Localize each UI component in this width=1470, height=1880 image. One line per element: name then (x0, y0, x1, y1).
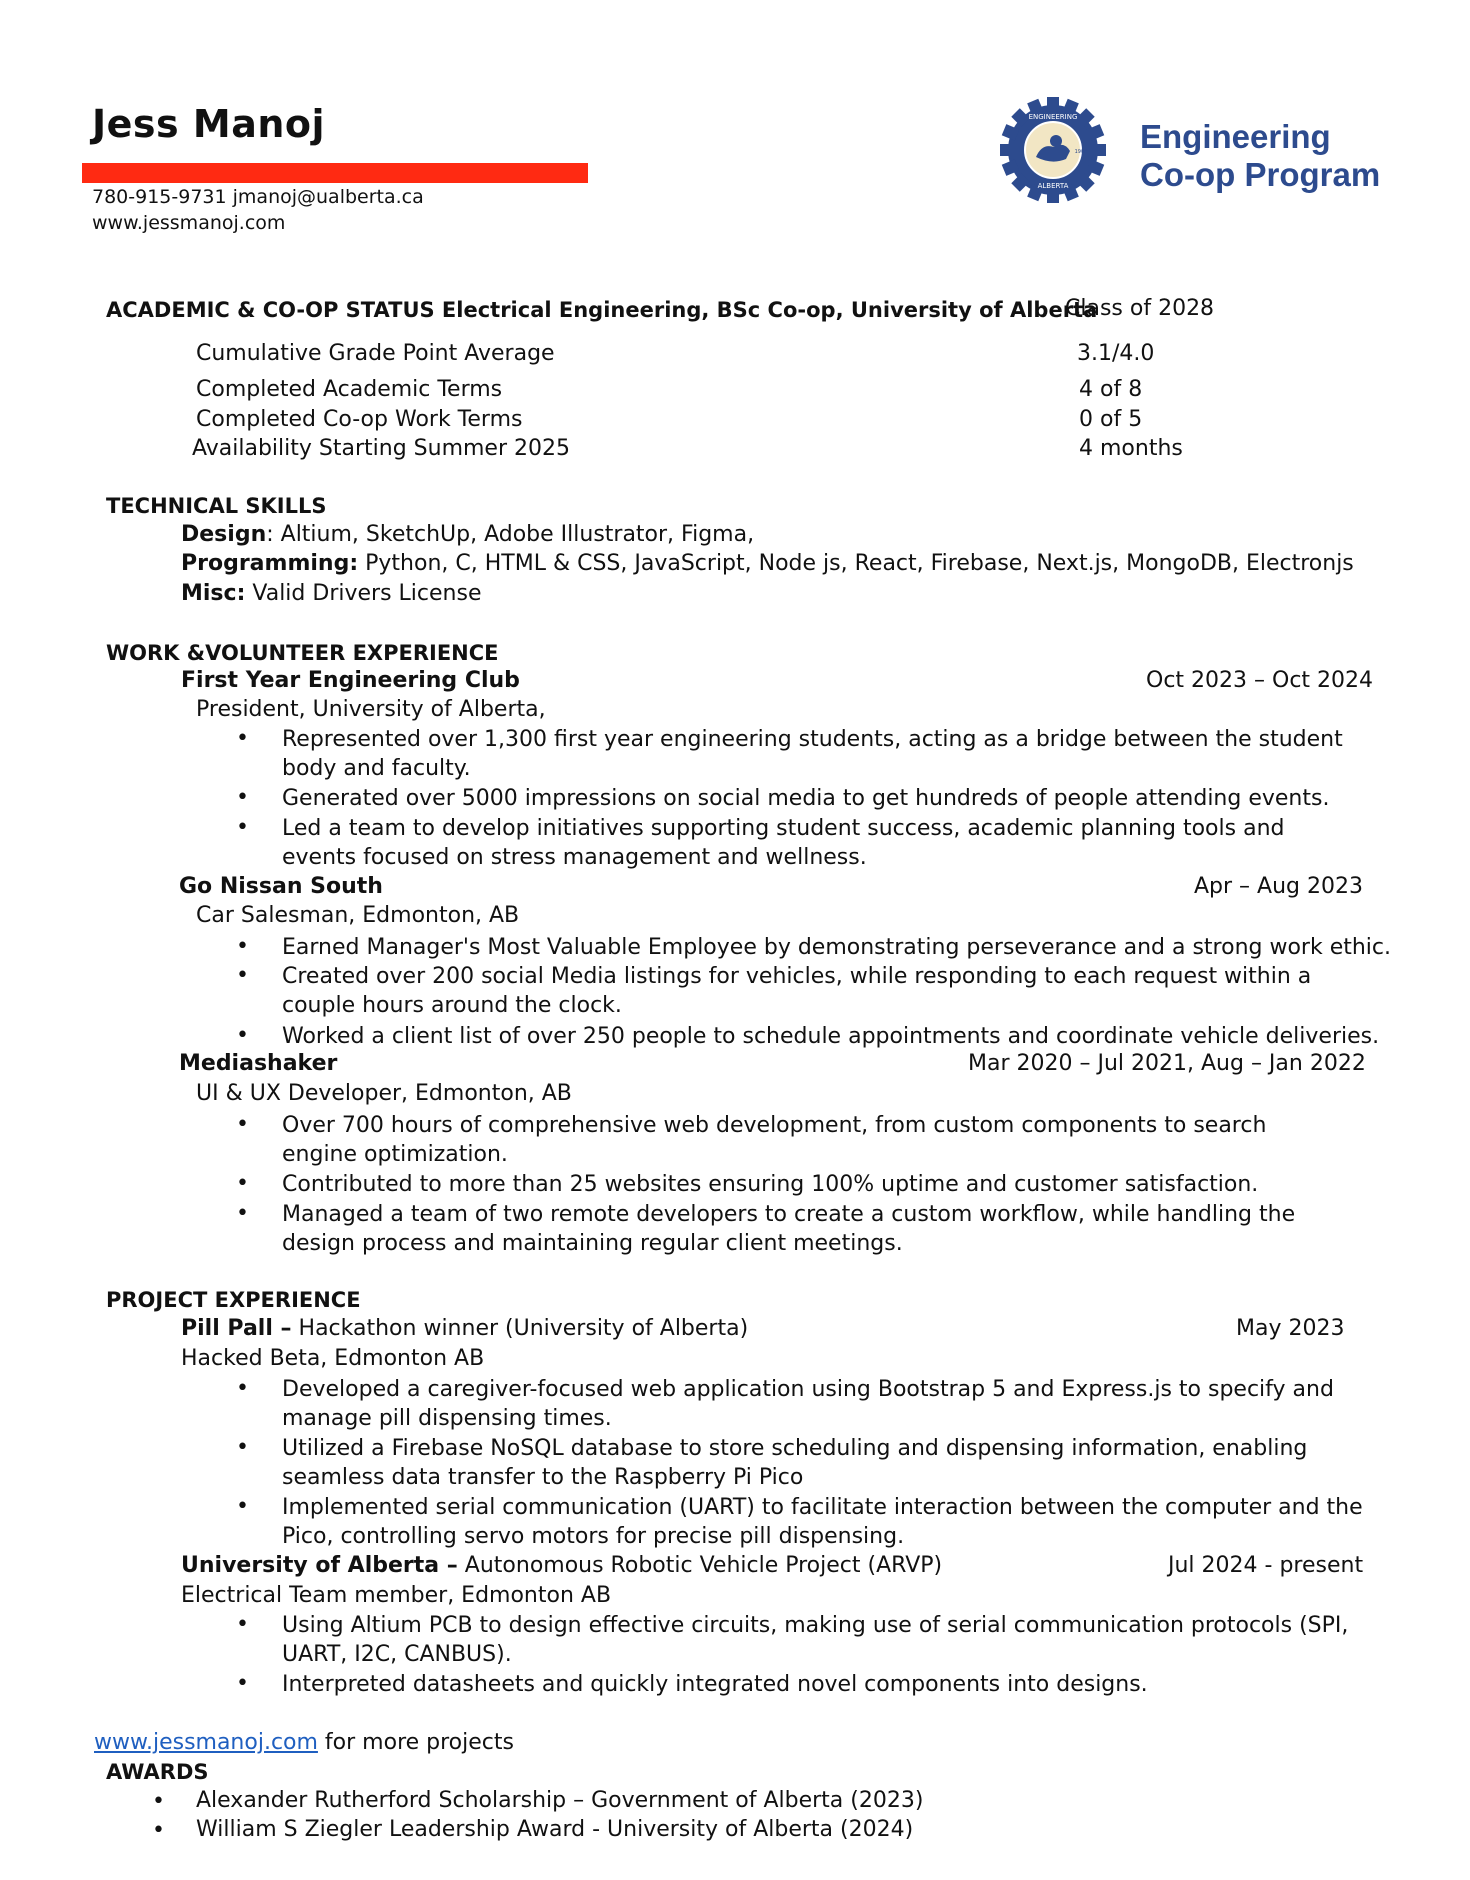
bullet: • (236, 1435, 249, 1460)
svg-text:1908: 1908 (1074, 149, 1088, 155)
coop-terms-label: Completed Co-op Work Terms (196, 407, 523, 432)
job-dates: Apr – Aug 2023 (1194, 874, 1363, 899)
bullet: • (236, 785, 249, 810)
coop-terms-value: 0 of 5 (1079, 407, 1143, 432)
project-bullet: Implemented serial communication (UART) to facilitate interaction between the computer and the Pico, controlling servo motors for precise pill dispensing. (282, 1495, 1363, 1549)
job-org: Go Nissan South (179, 874, 383, 899)
job-bullet: Over 700 hours of comprehensive web development, from custom components to search engine optimization. (282, 1113, 1267, 1167)
work-heading: WORK &VOLUNTEER EXPERIENCE (106, 641, 499, 665)
project-bullet: Utilized a Firebase NoSQL database to store scheduling and dispensing information, enabling seamless data transfer to the Raspberry Pi Pico (282, 1436, 1308, 1490)
gpa-value: 3.1/4.0 (1077, 341, 1155, 366)
project-bullet: Using Altium PCB to design effective circuits, making use of serial communication protocols (SPI, UART, I2C, CANBUS). (282, 1613, 1349, 1667)
contact-line: 780-915-9731 jmanoj@ualberta.ca (92, 186, 424, 208)
availability-label: Availability Starting Summer 2025 (192, 436, 570, 461)
job-org: First Year Engineering Club (181, 668, 520, 693)
bullet: • (236, 1376, 249, 1401)
bullet: • (236, 1494, 249, 1519)
bullet: • (152, 1818, 165, 1843)
project-dates: Jul 2024 - present (1168, 1553, 1364, 1578)
project-sub: Electrical Team member, Edmonton AB (181, 1583, 612, 1608)
job-bullet: Earned Manager's Most Valuable Employee by demonstrating perseverance and a strong work ethic. (282, 935, 1392, 960)
svg-text:ENGINEERING: ENGINEERING (1028, 113, 1078, 121)
bullet: • (236, 1612, 249, 1637)
job-dates: Oct 2023 – Oct 2024 (1146, 668, 1374, 693)
skills-heading: TECHNICAL SKILLS (106, 494, 327, 518)
skills-misc: Misc: Valid Drivers License (181, 581, 482, 606)
job-bullet: Represented over 1,300 first year engineering students, acting as a bridge between the student body and faculty. (282, 727, 1343, 781)
projects-heading: PROJECT EXPERIENCE (106, 1288, 361, 1312)
bullet: • (236, 934, 249, 959)
project-bullet: Developed a caregiver-focused web application using Bootstrap 5 and Express.js to specify and manage pill dispensing times. (282, 1377, 1334, 1431)
project-title: Pill Pall – Hackathon winner (University of Alberta) (181, 1316, 749, 1341)
engineering-gear-logo (998, 95, 1108, 205)
website-link[interactable]: www.jessmanoj.com (94, 1730, 318, 1755)
awards-heading: AWARDS (106, 1760, 209, 1784)
gpa-label: Cumulative Grade Point Average (196, 341, 555, 366)
job-dates: Mar 2020 – Jul 2021, Aug – Jan 2022 (968, 1051, 1366, 1076)
bullet: • (236, 1171, 249, 1196)
class-year: Class of 2028 (1065, 296, 1215, 321)
bullet: • (236, 1671, 249, 1696)
website-line: www.jessmanoj.com (92, 212, 286, 234)
coop-program-title: Engineering Co-op Program (1140, 118, 1381, 193)
academic-terms-value: 4 of 8 (1079, 377, 1143, 402)
job-bullet: Contributed to more than 25 websites ensuring 100% uptime and customer satisfaction. (282, 1172, 1259, 1197)
candidate-name: Jess Manoj (92, 102, 326, 146)
academic-heading: ACADEMIC & CO-OP STATUS Electrical Engineering, BSc Co-op, University of Alberta (106, 298, 1098, 322)
project-dates: May 2023 (1236, 1316, 1345, 1341)
skills-design: Design: Altium, SketchUp, Adobe Illustrator, Figma, (181, 522, 755, 547)
job-bullet: Created over 200 social Media listings for vehicles, while responding to each request within a couple hours around the clock. (282, 964, 1312, 1018)
bullet: • (236, 1112, 249, 1137)
job-role: President, University of Alberta, (196, 697, 546, 722)
job-bullet: Worked a client list of over 250 people to schedule appointments and coordinate vehicle deliveries. (282, 1024, 1380, 1049)
award-item: William S Ziegler Leadership Award - University of Alberta (2024) (196, 1817, 914, 1842)
more-projects-line: www.jessmanoj.com for more projects (94, 1730, 514, 1755)
accent-bar (82, 163, 588, 183)
bullet: • (236, 1201, 249, 1226)
bullet: • (152, 1789, 165, 1814)
project-title: University of Alberta – Autonomous Robotic Vehicle Project (ARVP) (181, 1553, 943, 1578)
academic-terms-label: Completed Academic Terms (196, 377, 503, 402)
svg-text:ALBERTA: ALBERTA (1037, 182, 1069, 190)
job-role: Car Salesman, Edmonton, AB (196, 903, 520, 928)
skills-programming: Programming: Python, C, HTML & CSS, JavaScript, Node js, React, Firebase, Next.js, MongoDB, Electronjs (181, 551, 1354, 576)
job-role: UI & UX Developer, Edmonton, AB (196, 1081, 572, 1106)
job-bullet: Generated over 5000 impressions on social media to get hundreds of people attending events. (282, 786, 1330, 811)
job-bullet: Led a team to develop initiatives supporting student success, academic planning tools and events focused on stress management and wellness. (282, 816, 1285, 870)
job-bullet: Managed a team of two remote developers to create a custom workflow, while handling the design process and maintaining regular client meetings. (282, 1202, 1296, 1256)
award-item: Alexander Rutherford Scholarship – Government of Alberta (2023) (196, 1788, 924, 1813)
job-org: Mediashaker (179, 1051, 338, 1076)
bullet: • (236, 963, 249, 988)
project-sub: Hacked Beta, Edmonton AB (181, 1346, 485, 1371)
project-bullet: Interpreted datasheets and quickly integrated novel components into designs. (282, 1672, 1148, 1697)
availability-value: 4 months (1079, 436, 1183, 461)
bullet: • (236, 726, 249, 751)
bullet: • (236, 1023, 249, 1048)
bullet: • (236, 815, 249, 840)
